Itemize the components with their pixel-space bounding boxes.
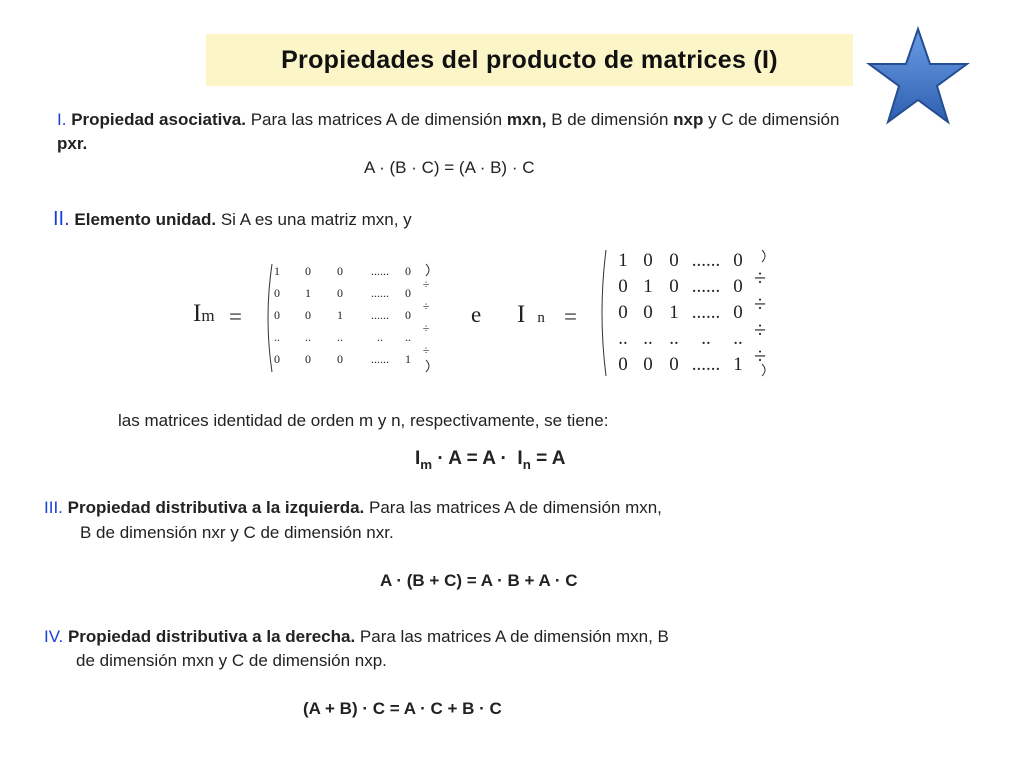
prop1-name: Propiedad asociativa. xyxy=(71,110,246,129)
matrix-cell: 1 xyxy=(618,250,628,271)
formula-I: I xyxy=(415,448,421,469)
matrix-cell: 0 xyxy=(643,354,653,375)
prop2-conclusion: las matrices identidad de orden m y n, respectivamente, se tiene: xyxy=(118,411,609,430)
matrix-cell: ...... xyxy=(691,250,721,271)
matrix-cell: .. xyxy=(643,328,653,349)
matrix-cell: 1 xyxy=(337,308,343,322)
in-symbol xyxy=(517,301,545,329)
matrix-cell: ...... xyxy=(691,276,721,297)
prop4-line1 xyxy=(44,625,669,649)
division-symbol: ÷ xyxy=(753,317,767,342)
matrix-cell: ...... xyxy=(371,308,389,322)
matrix-cell: 0 xyxy=(733,250,743,271)
formula-end: = A xyxy=(530,448,566,469)
matrix-cell: 1 xyxy=(405,352,411,366)
matrix-cell: 0 xyxy=(669,354,679,375)
matrix-cell: .. xyxy=(701,328,711,349)
prop1-text-b: B de dimensión xyxy=(551,110,669,129)
matrix-cell: 0 xyxy=(405,264,411,278)
prop4-text2: de dimensión mxn y C de dimensión nxp. xyxy=(76,651,387,670)
formula-sub-m: m xyxy=(420,456,433,472)
matrix-cell: 0 xyxy=(643,302,653,323)
matrix-cell: .. xyxy=(618,328,628,349)
matrix-cell: 0 xyxy=(274,286,280,300)
matrix-cell: 0 xyxy=(405,286,411,300)
prop1-dim3: pxr. xyxy=(57,134,88,153)
prop2-name: Elemento unidad. xyxy=(74,210,217,229)
formula-mid: · A = A · I xyxy=(432,448,523,469)
prop3-text1: Para las matrices A de dimensión mxn, xyxy=(369,498,662,517)
prop3-text2: B de dimensión nxr y C de dimensión nxr. xyxy=(80,523,394,542)
matrix-cell: 0 xyxy=(274,352,280,366)
matrix-cell: ...... xyxy=(691,354,721,375)
matrix-cell: .. xyxy=(377,330,383,344)
matrix-cell: 0 xyxy=(305,264,311,278)
prop2-formula xyxy=(415,448,566,472)
matrix-cell: 0 xyxy=(305,352,311,366)
matrix-cell: 0 xyxy=(733,276,743,297)
identity-matrix-n xyxy=(596,248,776,378)
matrix-cell: 0 xyxy=(337,352,343,366)
im-symbol xyxy=(193,300,215,328)
matrix-cell: 0 xyxy=(405,308,411,322)
division-symbol: ÷ xyxy=(422,343,430,357)
prop1-number: I. xyxy=(57,110,67,129)
prop1-line1 xyxy=(57,108,839,132)
matrix-cell: .. xyxy=(274,330,280,344)
prop2-text: Si A es una matriz mxn, y xyxy=(220,210,412,229)
division-symbol: ÷ xyxy=(753,265,767,290)
prop1-dim2: nxp xyxy=(673,110,704,129)
prop3-number: III. xyxy=(44,498,63,517)
prop3-line1 xyxy=(44,496,662,520)
matrix-cell: ...... xyxy=(371,352,389,366)
im-letter: I xyxy=(193,300,202,327)
prop3-formula: A · (B + C) = A · B + A · C xyxy=(380,571,578,590)
matrix-cell: 0 xyxy=(618,354,628,375)
prop3-name: Propiedad distributiva a la izquierda. xyxy=(67,498,365,517)
matrix-cell: ...... xyxy=(371,286,389,300)
prop1-text-c: y C de dimensión xyxy=(708,110,840,129)
matrix-cell: ...... xyxy=(691,302,721,323)
formula-sub-n: n xyxy=(522,456,531,472)
matrix-cell: 0 xyxy=(669,276,679,297)
matrix-cell: 0 xyxy=(643,250,653,271)
division-symbol: ÷ xyxy=(753,343,767,368)
matrix-cell: 0 xyxy=(305,308,311,322)
matrix-cell: 0 xyxy=(337,286,343,300)
in-letter: I xyxy=(517,301,526,328)
matrix-cell: 1 xyxy=(274,264,280,278)
matrix-cell: 1 xyxy=(643,276,653,297)
page-title: Propiedades del producto de matrices (I) xyxy=(281,45,778,74)
matrix-cell: 0 xyxy=(337,264,343,278)
prop1-dim1: mxn, xyxy=(506,110,547,129)
prop1-formula: A · (B · C) = (A · B) · C xyxy=(364,158,535,177)
matrix-cell: 0 xyxy=(618,302,628,323)
in-equals: = xyxy=(564,304,577,329)
prop1-text-a: Para las matrices A de dimensión xyxy=(250,110,503,129)
matrix-cell: 1 xyxy=(305,286,311,300)
matrix-cell: 0 xyxy=(274,308,280,322)
prop4-number: IV. xyxy=(44,627,64,646)
im-equals: = xyxy=(229,304,242,329)
prop2-number: II. xyxy=(53,208,70,230)
matrix-cell: .. xyxy=(305,330,311,344)
star-icon xyxy=(866,26,970,126)
matrix-cell: .. xyxy=(405,330,411,344)
matrix-cell: .. xyxy=(337,330,343,344)
matrix-cell: 1 xyxy=(669,302,679,323)
identity-matrix-m xyxy=(262,262,437,374)
right-paren-top xyxy=(762,250,765,262)
division-symbol: ÷ xyxy=(422,321,430,335)
prop2-line xyxy=(53,207,412,232)
matrix-cell: 1 xyxy=(733,354,743,375)
division-symbol: ÷ xyxy=(422,299,430,313)
matrix-cell: ...... xyxy=(371,264,389,278)
division-symbol: ÷ xyxy=(753,291,767,316)
matrix-cell: 0 xyxy=(733,302,743,323)
matrix-cell: 0 xyxy=(669,250,679,271)
im-subscript: m xyxy=(201,306,215,325)
title-banner xyxy=(206,34,853,86)
prop4-text1: Para las matrices A de dimensión mxn, B xyxy=(359,627,669,646)
prop4-name: Propiedad distributiva a la derecha. xyxy=(67,627,356,646)
matrix-cell: .. xyxy=(669,328,679,349)
matrix-cell: 0 xyxy=(618,276,628,297)
matrix-cell: .. xyxy=(733,328,743,349)
in-subscript: n xyxy=(537,310,545,326)
conjunction-e: e xyxy=(471,302,482,327)
division-symbol: ÷ xyxy=(422,277,430,291)
prop4-formula: (A + B) · C = A · C + B · C xyxy=(303,699,502,718)
